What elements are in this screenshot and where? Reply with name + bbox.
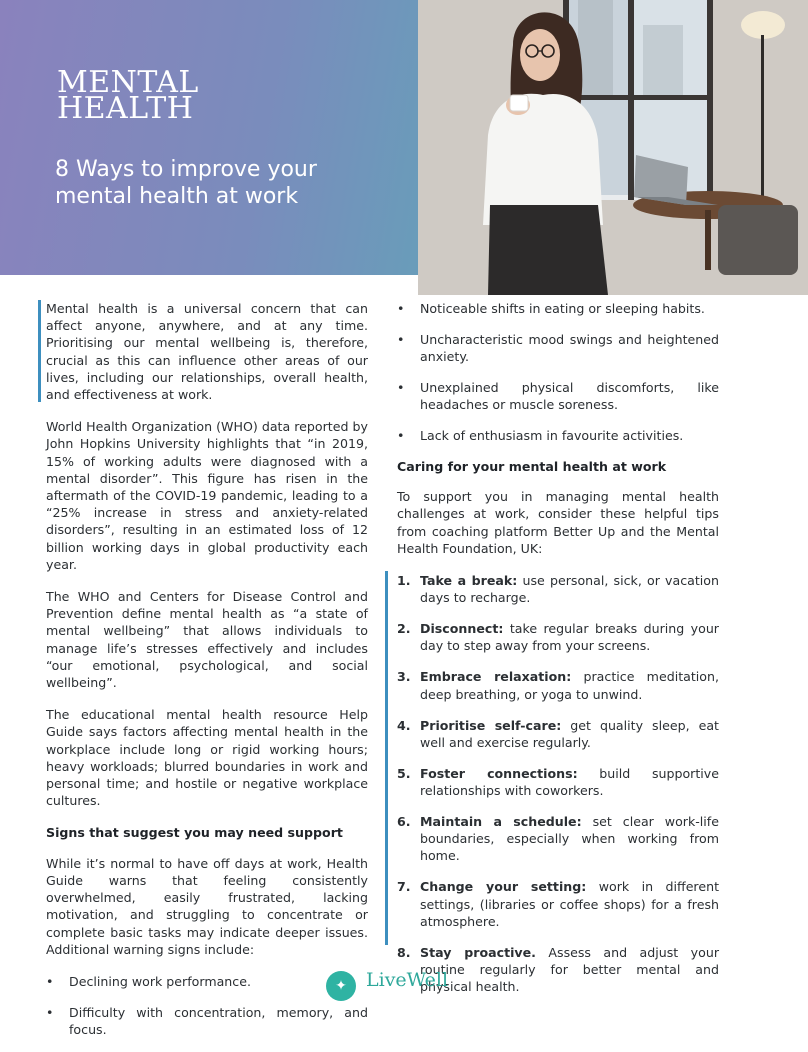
page-title — [57, 65, 199, 126]
list-item-text: Uncharacteristic mood swings and heightened anxiety. — [420, 331, 719, 365]
tip-item — [397, 813, 719, 865]
bullet-icon: • — [397, 379, 405, 395]
warning-signs-list-continued — [397, 300, 719, 444]
signs-heading: Signs that suggest you may need support — [46, 825, 343, 841]
tip-number: 8. — [397, 944, 411, 960]
list-item-text: Noticeable shifts in eating or sleeping habits. — [420, 301, 705, 316]
tip-lead: Disconnect: — [420, 621, 504, 637]
right-column — [397, 300, 719, 1009]
tip-number: 5. — [397, 765, 411, 781]
tip-item — [397, 620, 719, 654]
caring-paragraph: To support you in managing mental health challenges at work, consider these helpful tips from coaching platform Better Up and the Mental Health Foundation, UK: — [397, 489, 719, 556]
title-line-2: HEALTH — [57, 91, 194, 126]
left-column — [46, 300, 368, 1052]
tip-number: 4. — [397, 717, 411, 733]
tip-text: use personal, sick, or vacation days to recharge. — [420, 572, 719, 606]
tip-number: 2. — [397, 621, 411, 637]
list-item-text: Lack of enthusiasm in favourite activities. — [420, 428, 684, 444]
list-item-text: Unexplained physical discomforts, like headaches or muscle soreness. — [420, 379, 719, 413]
who-data-paragraph: World Health Organization (WHO) data reported by John Hopkins University highlights that “in 2019, 15% of working adults were diagnosed with a mental disorder”. This figure has risen in the aftermath of the COVID-19 pandemic, leading to a “25% increase in stress and anxiety-related disorders”, resulting in an estimated loss of 12 billion working days in global productivity each year. — [46, 419, 368, 572]
tip-number: 6. — [397, 814, 411, 829]
livewell-logo-icon: ✦ — [326, 971, 356, 1001]
list-item — [397, 300, 719, 317]
list-item — [397, 427, 719, 444]
tip-item — [397, 765, 719, 799]
list-item — [46, 973, 368, 990]
list-item-text: Declining work performance. — [69, 973, 251, 989]
tip-text: set clear work-life boundaries, especially when working from home. — [420, 814, 719, 864]
livewell-logo — [326, 969, 449, 1005]
warning-signs-list — [46, 973, 368, 1038]
tip-text: practice meditation, deep breathing, or yoga to unwind. — [420, 669, 719, 702]
hero-photo — [418, 0, 808, 295]
caring-heading: Caring for your mental health at work — [397, 458, 667, 474]
intro-paragraph: Mental health is a universal concern that can affect anyone, anywhere, and at any time. Prioritising our mental wellbeing is, therefore, crucial as this can influence other areas of our lives, including our relationships, overall health, and effectiveness at work. — [46, 301, 368, 403]
bullet-icon: • — [46, 1004, 54, 1020]
tip-lead: Prioritise self-care: — [420, 717, 562, 733]
woman-with-coffee-illustration — [418, 0, 808, 295]
tip-lead: Take a break: — [420, 572, 518, 588]
list-item-text: Difficulty with concentration, memory, and focus. — [69, 1004, 368, 1037]
tips-list — [397, 572, 719, 995]
tip-lead: Change your setting: — [420, 879, 587, 895]
tip-lead: Foster connections: — [420, 765, 578, 781]
bullet-icon: • — [397, 301, 405, 316]
tip-text: work in different settings, (libraries or coffee shops) for a fresh atmosphere. — [420, 879, 720, 929]
tip-item — [397, 717, 719, 751]
definition-paragraph: The WHO and Centers for Disease Control and Prevention define mental health as “a state of mental wellbeing” that allows individuals to manage life’s stresses effectively and includes “our emotional, psychological, and social wellbeing”. — [46, 589, 368, 691]
tip-item — [397, 668, 719, 702]
tip-number: 3. — [397, 669, 411, 685]
header-banner — [0, 0, 768, 275]
factors-paragraph: The educational mental health resource Help Guide says factors affecting mental health in the workplace include long or rigid working hours; heavy workloads; blurred boundaries in work and personal time; and hostile or negative workplace cultures. — [46, 707, 368, 809]
tip-item — [397, 572, 719, 606]
bullet-icon: • — [46, 973, 54, 989]
tip-text: Assess and adjust your routine regularly for better mental and physical health. — [420, 944, 720, 995]
accent-bar-right — [385, 571, 388, 945]
tip-number: 1. — [397, 572, 411, 588]
tip-text: take regular breaks during your day to step away from your screens. — [420, 621, 719, 654]
tip-item — [397, 878, 719, 930]
tip-text: build supportive relationships with coworkers. — [420, 765, 719, 798]
tip-text: get quality sleep, eat well and exercise regularly. — [420, 717, 719, 750]
page-subtitle: 8 Ways to improve your mental health at work — [55, 157, 317, 209]
tip-lead: Embrace relaxation: — [420, 669, 572, 685]
tip-lead: Stay proactive. — [420, 944, 536, 960]
accent-bar-left — [38, 300, 41, 402]
list-item — [397, 379, 719, 413]
bullet-icon: • — [397, 331, 405, 347]
tip-lead: Maintain a schedule: — [420, 814, 582, 829]
list-item — [397, 331, 719, 365]
tip-number: 7. — [397, 879, 411, 895]
bullet-icon: • — [397, 428, 405, 444]
logo-wordmark: LiveWell — [366, 969, 449, 991]
list-item — [46, 1004, 368, 1038]
signs-paragraph: While it’s normal to have off days at work, Health Guide warns that feeling consistently overwhelmed, easily frustrated, lacking motivation, and struggling to concentrate or complete basic tasks may indicate deeper issues. Additional warning signs include: — [46, 855, 368, 957]
title-line-1: MENTAL — [57, 65, 199, 100]
